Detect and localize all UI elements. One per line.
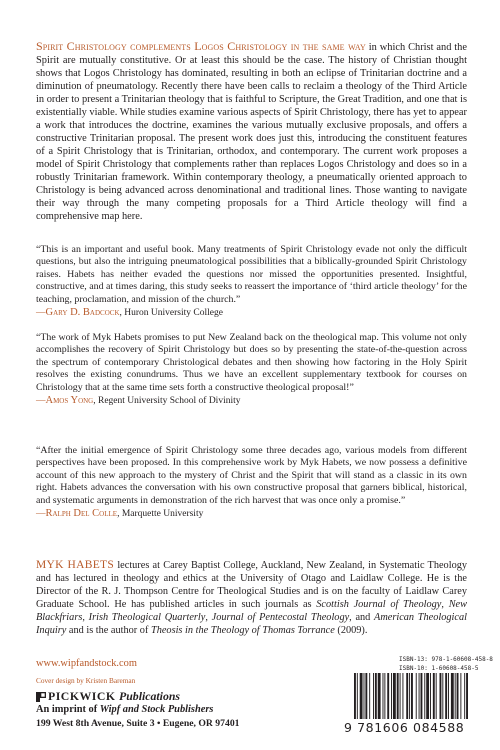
endorser-name: Ralph Del Colle [45,508,118,520]
barcode-bar [440,673,442,719]
barcode-bar [354,673,356,719]
barcode-bar [357,673,358,719]
barcode [353,673,470,719]
cover-design-credit: Cover design by Kristen Bareman [36,676,136,685]
barcode-bar [364,673,365,719]
barcode-bar [457,673,459,719]
journal-title: American Theological Inquiry [36,611,467,636]
endorser-affiliation: , Huron University College [119,308,223,319]
barcode-bar [378,673,381,719]
description-body: in which Christ and the Spirit are mutually constitutive. Or at least this should be the case. The history of Christian thought shows that Logos Christology has dominated, resulting in both an eclipse of Trinitarian doctrine and a diminution of pneumatology. Recently there have been calls to reclaim a theology of the Third Article in order to present a Trinitarian theology that is faithful to Scripture, the Great Tradition, and one that is existentially viable. While studies examine various aspects of Spirit Christology, there has yet to appear a work that introduces the doctrine, examines the various mutually exclusive proposals, and offers a constructive Trinitarian proposal. The present work does just this, introducing the constituent features of a Spirit Christology that is Trinitarian, orthodox, and contemporary. The current work proposes a model of Spirit Christology that complements rather than replaces Logos Christology and does so in a robustly Trinitarian framework. Within contemporary theology, a pneumatically oriented approach to Christology is being advanced across denominational and traditional lines. Those wanting to navigate their way through the many competing proposals for a Third Article theology will find a comprehensive map here. [36,42,467,222]
publisher-website[interactable]: www.wipfandstock.com [36,658,137,669]
endorsement-attribution: —Gary D. Badcock, Huron University College [36,307,223,319]
barcode-bar [360,673,363,719]
barcode-bar [391,673,392,719]
barcode-bar [451,673,454,719]
journal-title: Scottish Journal of Theology [316,598,442,610]
barcode-bar [383,673,384,719]
book-description [36,40,467,223]
imprint-line: An imprint of Wipf and Stock Publishers [36,704,214,715]
barcode-bar [433,673,435,719]
author-bio: MYK HABETS lectures at Carey Baptist College, Auckland, New Zealand, in Systematic Theology and has lectured in theology and ethics at the University of Otago and Laidlaw College. He is the Director of the R. J. Thompson Centre for Theological Studies and is on the faculty of Laidlaw Carey Graduate School. He has published articles in such journals as Scottish Journal of Theology, New Blackfriars, Irish Theological Quarterly, Journal of Pentecostal Theology, and American Theological Inquiry and is the author of Theosis in the Theology of Thomas Torrance (2009). [36,559,468,636]
barcode-bar [397,673,399,719]
barcode-bar [375,673,377,719]
endorsement-attribution: —Amos Yong, Regent University School of Divinity [36,395,241,407]
endorsement-quote: “The work of Myk Habets promises to put New Zealand back on the theological map. This volume not only accomplishes the recovery of Spirit Christology but does so by presenting the state-of-the-question across the spectrum of contemporary Christological debates and then showing how factoring in the Holy Spirit resolves the existing conundrums. Thus we have an excellent supplementary textbook for courses on Christology that at the same time sets forth a constructive theological proposal!” [36,332,467,393]
barcode-bar [400,673,401,719]
barcode-bar [384,673,385,719]
barcode-bar [411,673,413,719]
barcode-bar [460,673,461,719]
pickwick-logo-icon [36,692,46,702]
barcode-bar [448,673,449,719]
barcode-bar [402,673,403,719]
barcode-bar [445,673,447,719]
endorsement-quote: “After the initial emergence of Spirit Christology some three decades ago, various models from different perspectives have been proposed. In this comprehensive work by Myk Habets, we now possess a definitive account of this new approach to the mystery of Christ and the Spirit that will stand as a classic in its own right. Habets advances the conversation with his own constructive proposal that garners biblical, historical, and systematic arguments in demonstration of the rich harvest that was once only a promise.” [36,445,467,506]
barcode-bar [436,673,437,719]
isbn-10: ISBN-10: 1-60608-458-5 [399,665,479,672]
barcode-bar [464,673,465,719]
barcode-bar [421,673,423,719]
barcode-bar [373,673,374,719]
endorsement-3 [36,445,467,520]
journal-title: New Blackfriars [36,598,467,623]
endorser-name: Gary D. Badcock [45,307,120,319]
book-title: Theosis in the Theology of Thomas Torrance [150,624,335,636]
endorser-affiliation: , Regent University School of Divinity [93,396,241,407]
endorser-affiliation: , Marquette University [117,509,204,520]
barcode-digits: 9 781606 084588 [344,720,465,735]
barcode-bar [387,673,389,719]
barcode-bar [419,673,420,719]
journal-title: Journal of Pentecostal Theology [211,611,350,623]
barcode-bar [365,673,367,719]
barcode-bar [393,673,396,719]
barcode-bar [416,673,417,719]
description-lead: Spirit Christology complements Logos Christology in the same way [36,39,366,53]
barcode-bar [369,673,370,719]
barcode-bar [409,673,410,719]
endorser-name: Amos Yong [45,395,94,407]
barcode-bar [430,673,431,719]
endorsement-2 [36,332,467,407]
endorsement-1 [36,244,467,319]
barcode-bar [406,673,408,719]
publisher-logo [36,689,180,704]
publisher-address: 199 West 8th Avenue, Suite 3 • Eugene, OR 97401 [36,718,240,729]
journal-title: Irish Theological Quarterly [88,611,206,623]
barcode-bar [424,673,425,719]
barcode-bar [466,673,468,719]
publisher-name: PICKWICK Publications [48,689,180,703]
barcode-bar [442,673,443,719]
isbn-13: ISBN-13: 978-1-60608-458-8 [399,656,493,663]
barcode-bar [455,673,456,719]
endorsement-attribution: —Ralph Del Colle, Marquette University [36,508,204,520]
barcode-bar [426,673,429,719]
author-name: MYK HABETS [36,559,115,571]
endorsement-quote: “This is an important and useful book. Many treatments of Spirit Christology evade not only the difficult questions, but also the intriguing pneumatological possibilities that a biblically-grounded Spirit Christology raises. Habets has neither evaded the questions nor missed the opportunities presented. Insightful, constructive, and at times daring, this study seeks to reassert the importance of ‘third article theology’ for the teaching, proclamation, and mission of the church.” [36,244,467,305]
